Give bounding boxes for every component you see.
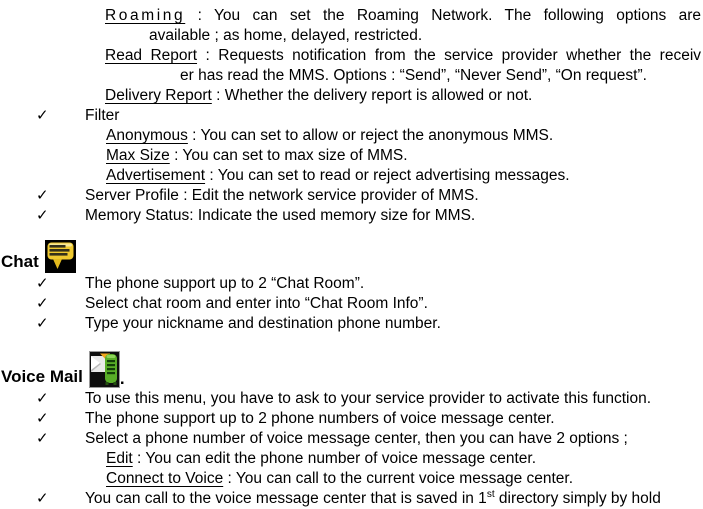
max-size-desc: You can set to max size of MMS. [182,147,408,164]
read-report-separator: : [205,47,210,64]
chat-heading-label: Chat [1,252,39,271]
roaming-def-line2: available ; as home, delayed, restricted. [149,27,423,44]
voice-mail-item4-after: directory simply by hold [498,490,661,507]
read-report-term: Read Report [105,47,198,64]
connect-to-voice-desc: You can call to the current voice message center. [235,470,574,487]
roaming-desc: You can set the Roaming Network. The following options are [214,7,702,24]
max-size-def [0,146,703,166]
checkmark-icon: ✓ [36,390,49,407]
edit-separator: : [137,450,142,467]
voice-mail-item-4 [0,489,703,509]
delivery-report-term: Delivery Report [105,87,212,104]
voice-mail-item-text: To use this menu, you have to ask to your service provider to activate this function. [85,390,652,407]
filter-label: Filter [85,107,120,124]
chat-item-1 [0,274,703,294]
checkmark-icon: ✓ [36,490,49,507]
filter-item [0,106,703,126]
edit-def [0,449,703,469]
advertisement-def [0,166,703,186]
checkmark-icon: ✓ [36,410,49,427]
delivery-report-def [0,86,703,106]
roaming-separator: : [197,7,202,24]
checkmark-icon: ✓ [36,187,49,204]
advertisement-term: Advertisement [106,167,206,184]
voice-mail-item-text: The phone support up to 2 phone numbers of voice message center. [85,410,555,427]
anonymous-desc: You can set to allow or reject the anonymous MMS. [200,127,554,144]
voice-mail-item-text: Select a phone number of voice message center, then you can have 2 options ; [85,430,628,447]
roaming-def-line1 [0,6,703,26]
connect-to-voice-term: Connect to Voice [106,470,224,487]
server-profile-text: Server Profile : Edit the network service provider of MMS. [85,187,479,204]
voicemail-envelope-recorder-icon [89,351,120,388]
read-report-def-line1 [0,46,703,66]
chat-item-2 [0,294,703,314]
ordinal-superscript: st [486,488,495,500]
chat-item-text: The phone support up to 2 “Chat Room”. [85,275,365,292]
voice-mail-heading-label: Voice Mail [1,367,83,386]
edit-desc: You can edit the phone number of voice message center. [145,450,537,467]
voice-mail-item-3 [0,429,703,449]
advertisement-separator: : [209,167,214,184]
chat-item-3 [0,314,703,334]
chat-bubble-icon [45,240,76,273]
advertisement-desc: You can set to read or reject advertising messages. [217,167,570,184]
chat-heading [0,238,703,274]
read-report-desc: Requests notification from the service provider whether the receiv [218,47,702,64]
max-size-term: Max Size [106,147,170,164]
voice-mail-item4-before: You can call to the voice message center that is saved in 1 [85,490,487,507]
checkmark-icon: ✓ [36,207,49,224]
edit-term: Edit [106,450,133,467]
roaming-term: Roaming [105,7,186,24]
max-size-separator: : [174,147,179,164]
anonymous-def [0,126,703,146]
delivery-report-separator: : [216,87,221,104]
voice-mail-item-1 [0,389,703,409]
read-report-def-line2: er has read the MMS. Options : “Send”, “Never Send”, “On request”. [180,67,647,84]
voice-mail-heading [0,351,703,389]
memory-status-text: Memory Status: Indicate the used memory size for MMS. [85,207,476,224]
voice-mail-heading-period: . [119,369,125,388]
checkmark-icon: ✓ [36,275,49,292]
anonymous-term: Anonymous [106,127,188,144]
anonymous-separator: : [192,127,197,144]
checkmark-icon: ✓ [36,430,49,447]
voice-mail-item-2 [0,409,703,429]
chat-item-text: Type your nickname and destination phone number. [85,315,441,332]
memory-status-item [0,206,703,226]
checkmark-icon: ✓ [36,295,49,312]
checkmark-icon: ✓ [36,315,49,332]
checkmark-icon: ✓ [36,107,49,124]
server-profile-item [0,186,703,206]
delivery-report-desc: Whether the delivery report is allowed or not. [224,87,533,104]
chat-item-text: Select chat room and enter into “Chat Room Info”. [85,295,428,312]
connect-to-voice-def [0,469,703,489]
connect-to-voice-separator: : [227,470,232,487]
